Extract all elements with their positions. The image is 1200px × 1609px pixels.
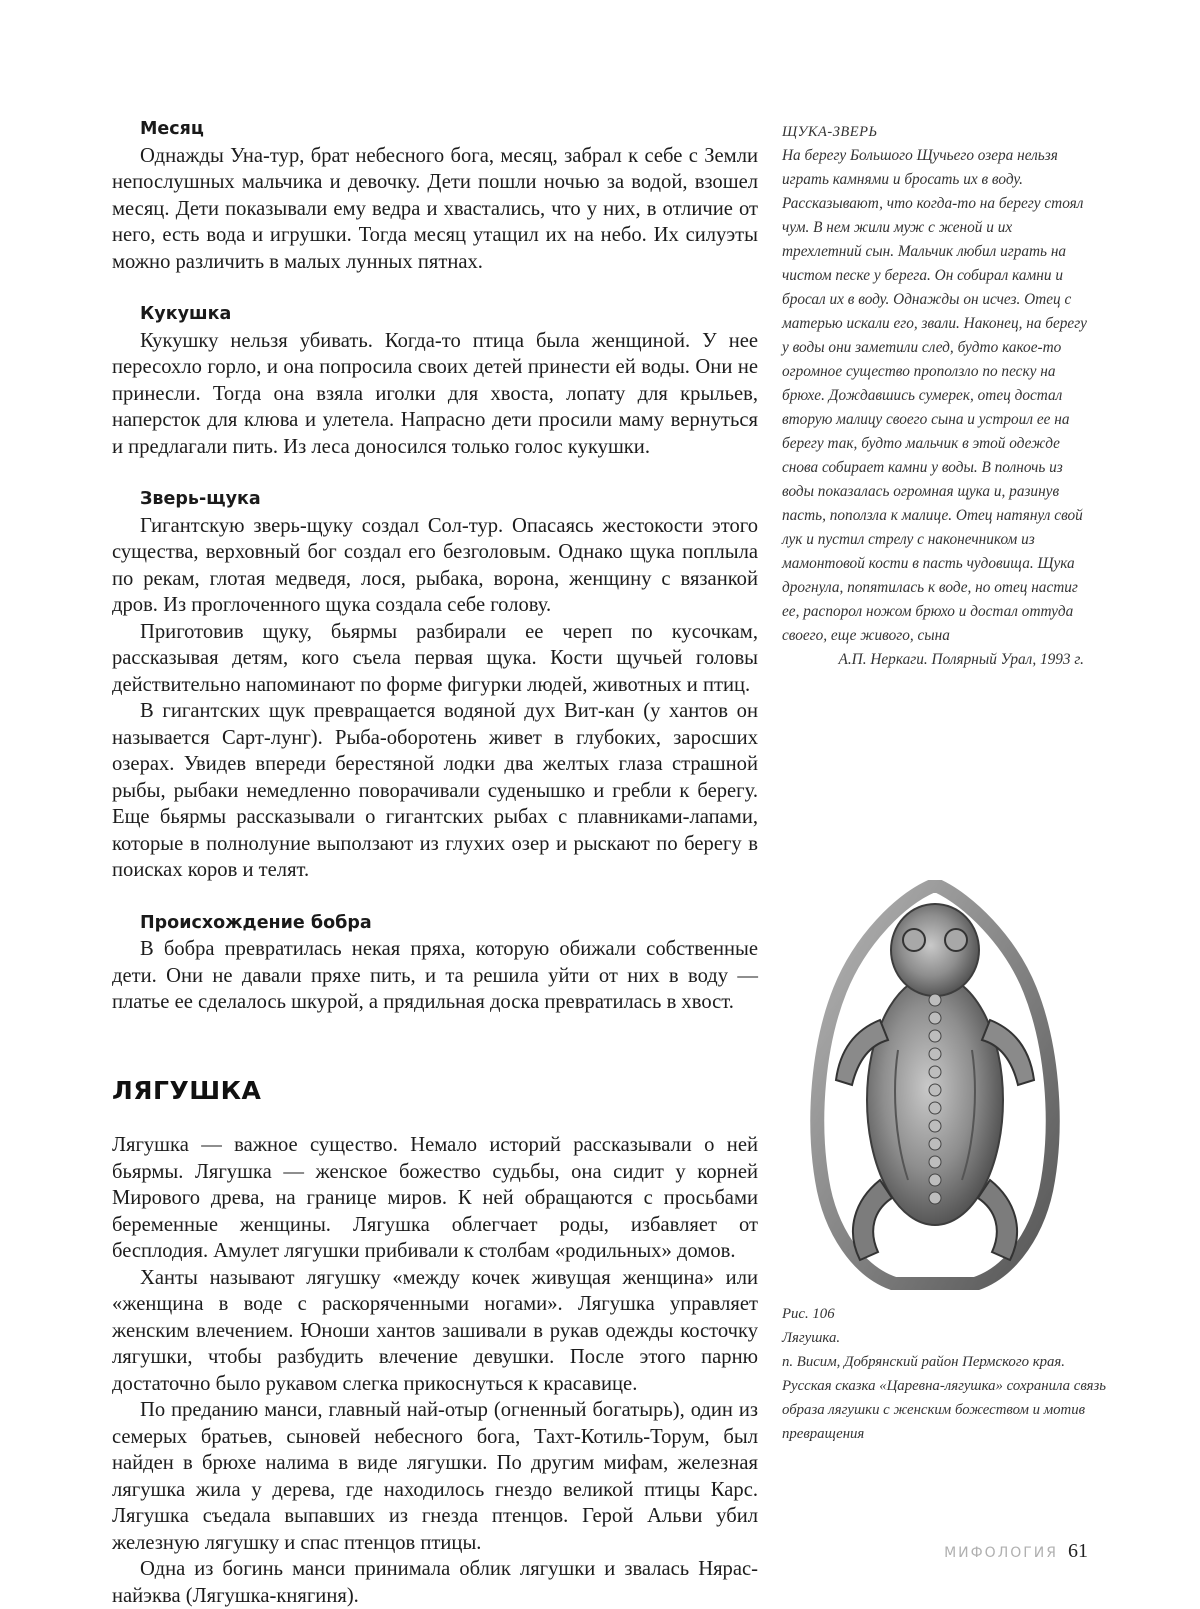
figure-number: Рис. 106: [782, 1306, 835, 1322]
page-footer: [944, 1540, 1088, 1563]
paragraph: Кукушку нельзя убивать. Когда-то птица была женщиной. У нее пересохло горло, и она попросила своих детей принести ей воды. Они не принесли. Тогда она взяла иголки для хвоста, лопату для крыльев, наперсток для клюва и улетела. Напрасно дети просили маму вернуться и предлагали пить. Из леса доносился только голос кукушки.: [112, 329, 758, 458]
section-heading: Месяц: [140, 119, 204, 139]
section-heading: Происхождение бобра: [140, 912, 372, 933]
paragraph: Одна из богинь манси принимала облик лягушки и звалась Нярас-найэква (Лягушка-княгиня).: [112, 1558, 758, 1607]
frog-heading: ЛЯГУШКА: [112, 1075, 262, 1105]
figure-caption: [782, 1302, 1112, 1446]
paragraph: Ханты называют лягушку «между кочек живущая женщина» или «женщина в воде с раскоряченными ногами». Лягушка управляет женским влечением. Юноши хантов зашивали в рукав одежды косточку лягушки, чтобы разбудить влечение девушки. После этого парню достаточно было рукавом слегка прикоснуться к красавице.: [112, 1266, 758, 1395]
paragraph: Приготовив щуку, бьярмы разбирали ее череп по кусочкам, рассказывая детям, кого съела первая щука. Кости щучьей головы действительно напоминают по форме фигурки людей, животных и птиц.: [112, 620, 758, 696]
sidebar-text: На берегу Большого Щучьего озера нельзя играть камнями и бросать их в воду. Рассказывают, что когда-то на берегу стоял чум. В нем жили муж с женой и их трехлетний сын. Мальчик любил играть на чистом песке у берега. Он собирал камни и бросал их в воду. Однажды он исчез. Отец с матерью искали его, звали. Наконец, на берегу у воды они заметили след, будто какое-то огромное существо проползло по песку на брюхе. Дождавшись сумерек, отец достал вторую малицу своего сына и устроил ее на берегу так, будто мальчик в этой одежде снова собирает камни у воды. В полночь из воды показалась огромная щука и, разинув пасть, поползла к малице. Отец натянул свой лук и пустил стрелу с наконечником из мамонтовой кости в пасть чудовища. Щука дрогнула, попятилась к воде, но отец настиг ее, распорол ножом брюхо и достал оттуда своего, еще живого, сына: [782, 147, 1087, 644]
paragraph: В гигантских щук превращается водяной дух Вит-кан (у хантов он называется Сарт-лунг). Рыба-оборотень живет в глубоких, заросших озерах. Увидев впереди берестяной лодки два желтых глаза страшной рыбы, рыбаки немедленно поворачивали суденышко и гребли к берегу. Еще бьярмы рассказывали о гигантских рыбах с плавниками-лапами, которые в полнолуние выползают из глухих озер и рыскают по берегу в поисках коров и телят.: [112, 700, 758, 881]
section-pike-beast: [112, 486, 758, 884]
paragraph: По преданию манси, главный най-отыр (огненный богатырь), один из семерых братьев, сыновей небесного бога, Тахт-Котиль-Торум, был найден в брюхе налима в виде лягушки. По другим мифам, железная лягушка жила у дерева, где находилось гнездо великой птицы Карс. Лягушка съедала выпавших из гнезда птенцов. Герой Альви убил железную лягушку и спас птенцов птицы.: [112, 1399, 758, 1554]
figure-name: Лягушка.: [782, 1330, 841, 1346]
paragraph: Лягушка — важное существо. Немало историй рассказывали о ней бьярмы. Лягушка — женское божество судьбы, она сидит у корней Мирового древа, на границе миров. К ней обращаются с просьбами беременные женщины. Лягушка облегчает роды, избавляет от бесплодия. Амулет лягушки прибивали к столбам «родильных» домов.: [112, 1134, 758, 1262]
paragraph: В бобра превратилась некая пряха, которую обижали собственные дети. Они не давали пряхе пить, и та решила уйти от них в воду — платье ее сделалось шкурой, а прядильная доска превратилась в хвост.: [112, 938, 758, 1013]
paragraph: Однажды Уна-тур, брат небесного бога, месяц, забрал к себе с Земли непослушных мальчика и девочку. Дети пошли ночью за водой, взошел месяц. Дети показывали ему ведра и хвастались, что у них, в отличие от него, есть вода и игрушки. Тогда месяц утащил их на небо. Их силуэты можно различить в малых лунных пятнах.: [112, 144, 758, 273]
sidebar-title: ЩУКА-ЗВЕРЬ: [782, 124, 878, 140]
section-heading: Зверь-щука: [140, 489, 261, 509]
section-cuckoo: [112, 301, 758, 460]
section-heading: Кукушка: [140, 304, 232, 324]
section-month: [112, 116, 758, 275]
frog-section-body: [112, 1132, 758, 1609]
main-column: [112, 116, 758, 1609]
page-number: 61: [1068, 1540, 1088, 1562]
section-beaver: [112, 910, 758, 1016]
sidebar-author: А.П. Неркаги. Полярный Урал, 1993 г.: [838, 651, 1084, 668]
frog-amulet-illustration: [800, 880, 1070, 1290]
figure-source: п. Висим, Добрянский район Пермского края.: [782, 1354, 1065, 1370]
frog-amulet-image: [800, 880, 1070, 1290]
paragraph: Гигантскую зверь-щуку создал Сол-тур. Опасаясь жестокости этого существа, верховный бог создал его безголовым. Однако щука поплыла по рекам, глотая медведя, лося, рыбака, ворона, женщину с вязанкой дров. Из проглоченного щука создала себе голову.: [112, 514, 758, 616]
footer-section-title: МИФОЛОГИЯ: [944, 1545, 1058, 1561]
figure-description: Русская сказка «Царевна-лягушка» сохранила связь образа лягушки с женским божеством и мотив превращения: [782, 1378, 1106, 1442]
sidebar-story: [782, 120, 1092, 672]
